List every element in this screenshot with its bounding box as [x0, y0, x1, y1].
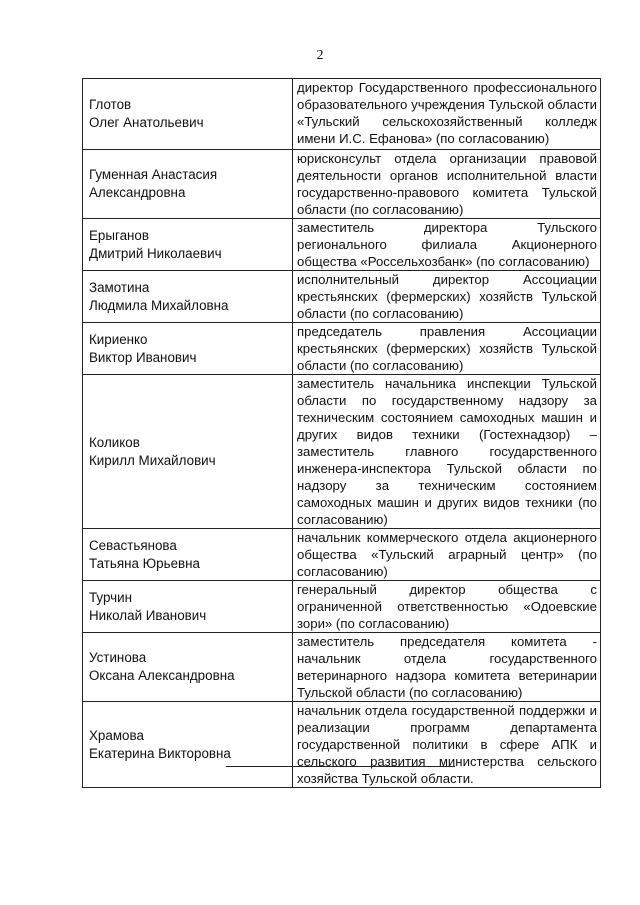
member-role: начальник отдела государственной поддержки и реализации программ департамента государственной политики в сфере АПК и сельского развития министерства сельского хозяйства Тульской области. [293, 702, 601, 788]
member-name-cell [83, 702, 293, 788]
member-surname: Коликов [89, 434, 140, 450]
member-name-cell [83, 323, 293, 375]
table-row [83, 150, 601, 219]
member-given-name: Олег Анатольевич [89, 115, 204, 130]
table-row [83, 581, 601, 633]
member-role: заместитель директора Тульского регионального филиала Акционерного общества «Россельхозбанк» (по согласованию) [293, 219, 601, 271]
table-row [83, 219, 601, 271]
member-role: генеральный директор общества с ограниченной ответственностью «Одоевские зори» (по согласованию) [293, 581, 601, 633]
member-given-name: Дмитрий Николаевич [89, 245, 222, 261]
member-role: заместитель начальника инспекции Тульской области по государственному надзору за техническим состоянием самоходных машин и других видов техники (Гостехнадзор) – заместитель главного государственного инженера-инспектора Тульской области по надзору за техническим состоянием самоходных машин и других видов техники (по согласованию) [293, 375, 601, 529]
member-surname: Турчин [89, 589, 132, 605]
member-name-cell [83, 633, 293, 702]
member-given-name: Виктор Иванович [89, 349, 197, 365]
member-given-name: Татьяна Юрьевна [89, 555, 201, 571]
member-role: заместитель председателя комитета - начальник отдела государственного ветеринарного надзора комитета ветеринарии Тульской области (по согласованию) [293, 633, 601, 702]
member-given-name: Кирилл Михайлович [89, 452, 216, 468]
member-given-name: Николай Иванович [89, 607, 207, 623]
member-name-cell [83, 219, 293, 271]
member-surname: Гуменная Анастасия [89, 167, 218, 182]
member-surname: Устинова [89, 650, 147, 665]
member-surname: Храмова [89, 727, 144, 743]
member-surname: Глотов [89, 97, 132, 112]
member-surname: Замотина [89, 279, 150, 295]
member-surname: Севастьянова [89, 537, 177, 553]
member-role: начальник коммерческого отдела акционерного общества «Тульский аграрный центр» (по согласованию) [293, 529, 601, 581]
member-given-name: Людмила Михайловна [89, 297, 229, 313]
table-row [83, 375, 601, 529]
table-row [83, 271, 601, 323]
member-name-cell [83, 529, 293, 581]
member-given-name: Оксана Александровна [89, 668, 235, 683]
page-number: 2 [316, 48, 324, 63]
member-given-name: Александровна [89, 185, 186, 200]
member-name-cell [83, 150, 293, 219]
end-of-document-line [226, 766, 455, 767]
member-name-cell [83, 375, 293, 529]
member-role: председатель правления Ассоциации крестьянских (фермерских) хозяйств Тульской области (по согласованию) [293, 323, 601, 375]
member-given-name: Екатерина Викторовна [89, 745, 231, 761]
table-row [83, 79, 601, 150]
table-row [83, 633, 601, 702]
member-surname: Кириенко [89, 331, 148, 347]
committee-members-table [82, 78, 601, 788]
member-name-cell [83, 581, 293, 633]
table-row [83, 529, 601, 581]
member-role: директор Государственного профессионального образовательного учреждения Тульской области «Тульский сельскохозяйственный колледж имени И.С. Ефанова» (по согласованию) [293, 79, 601, 150]
member-role: юрисконсульт отдела организации правовой деятельности органов исполнительной власти государственно-правового комитета Тульской области (по согласованию) [293, 150, 601, 219]
member-name-cell [83, 271, 293, 323]
member-role: исполнительный директор Ассоциации крестьянских (фермерских) хозяйств Тульской области (по согласованию) [293, 271, 601, 323]
member-name-cell [83, 79, 293, 150]
member-surname: Ерыганов [89, 227, 149, 243]
table-row [83, 323, 601, 375]
table-row [83, 702, 601, 788]
